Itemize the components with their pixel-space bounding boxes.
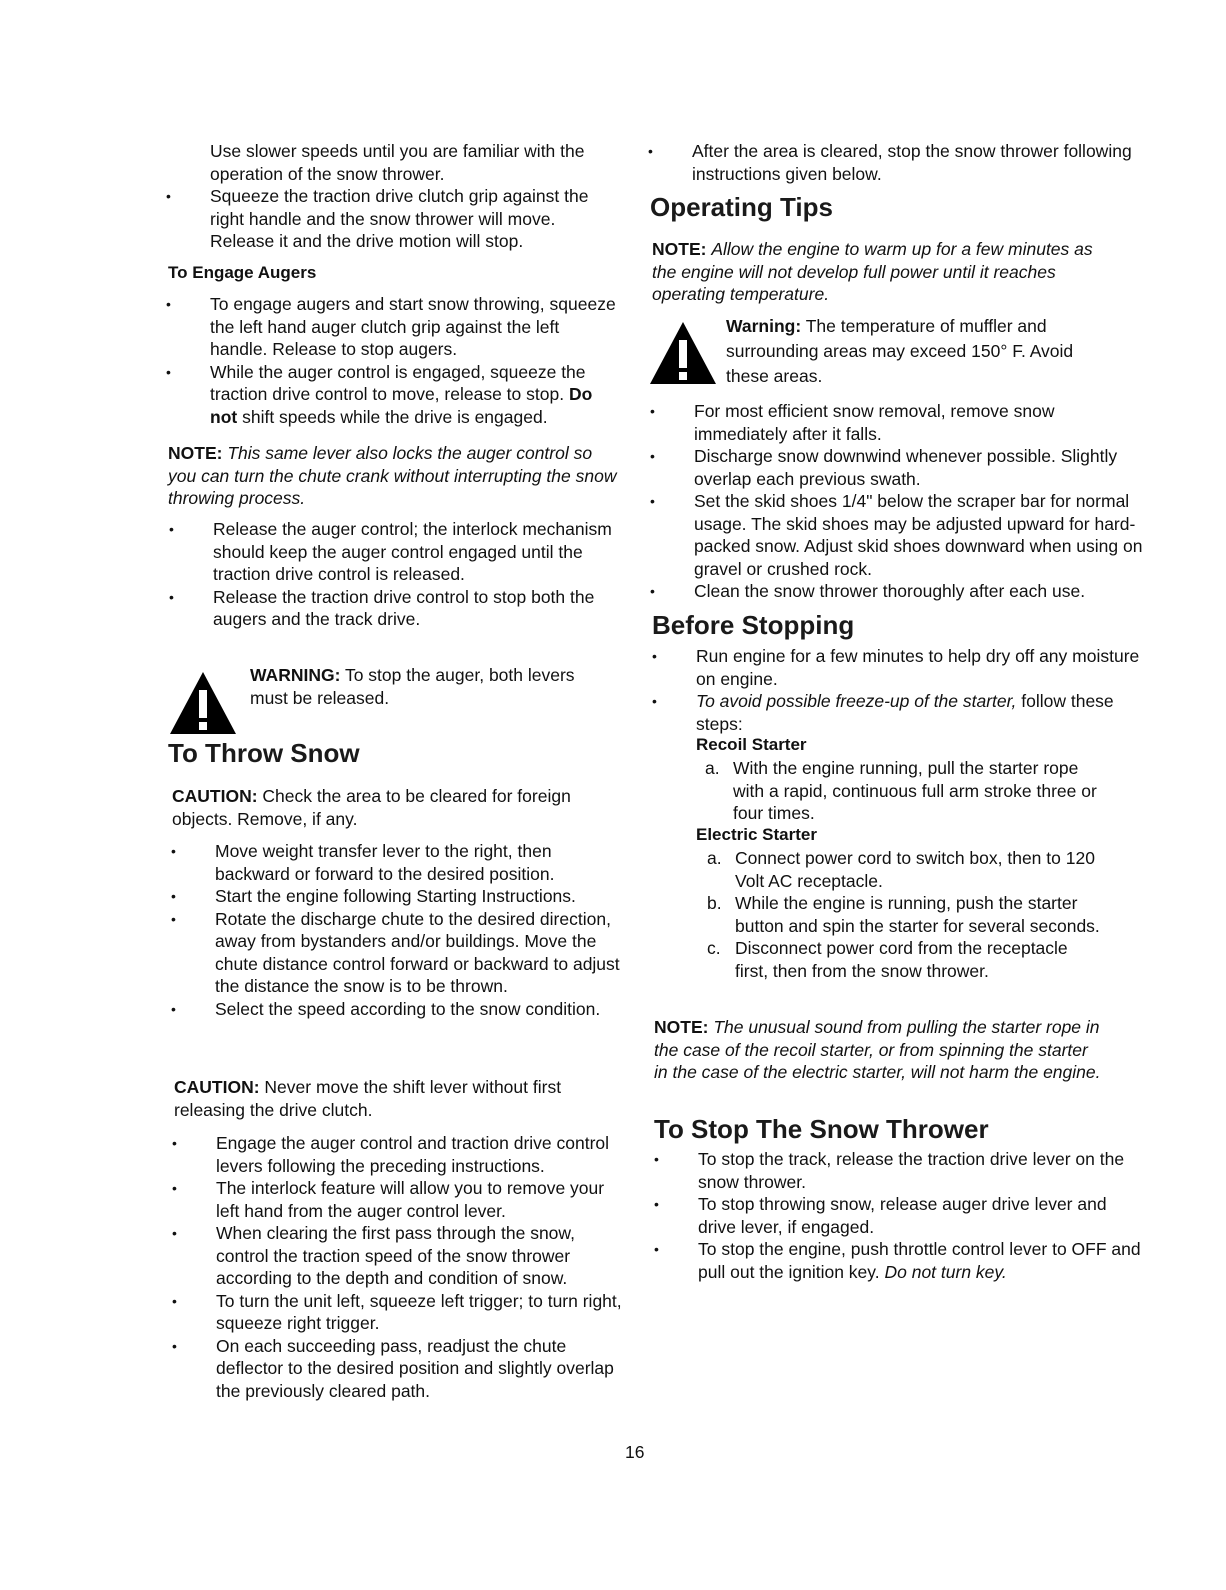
- caution-label: CAUTION:: [174, 1077, 260, 1097]
- recoil-starter-heading: Recoil Starter: [696, 735, 807, 754]
- throw-snow-list-2: [216, 1132, 626, 1402]
- list-item: • On each succeeding pass, readjust the chute deflector to the desired position and slightly overlap the previously cleared path.: [216, 1335, 626, 1403]
- list-item: • Release the auger control; the interlock mechanism should keep the auger control engaged until the traction drive control is released.: [213, 518, 623, 586]
- note-auger-lock: [168, 442, 618, 510]
- after-cleared-list: [692, 140, 1132, 185]
- step-text: While the engine is running, push the starter button and spin the starter for several seconds.: [735, 893, 1100, 936]
- list-item-tail: shift speeds while the drive is engaged.: [242, 406, 548, 427]
- note-label: NOTE:: [654, 1017, 709, 1037]
- release-bullet-list: [213, 518, 623, 631]
- list-item: [696, 690, 1146, 735]
- list-item-text: While the auger control is engaged, squeeze the traction drive control to move, release to stop.: [210, 361, 586, 404]
- before-stopping-list: [696, 645, 1146, 735]
- note-unusual-sound: [654, 1016, 1104, 1084]
- step-item: [705, 757, 1113, 825]
- step-item: [707, 892, 1105, 937]
- list-item: • After the area is cleared, stop the snow thrower following instructions given below.: [692, 140, 1132, 185]
- step-item: [707, 847, 1105, 892]
- engage-augers-list: [210, 293, 620, 428]
- stop-thrower-list: [698, 1148, 1148, 1283]
- page-number: 16: [625, 1442, 645, 1462]
- step-text: Disconnect power cord from the receptacle first, then from the snow thrower.: [735, 938, 1068, 981]
- list-item-text: To stop the engine, push throttle control lever to OFF and pull out the ignition key.: [698, 1239, 1141, 1282]
- lead-paragraph: Use slower speeds until you are familiar with the operation of the snow thrower.: [210, 141, 585, 184]
- caution-label: CAUTION:: [172, 786, 258, 806]
- operating-tips-list: [694, 400, 1144, 603]
- note-label: NOTE:: [168, 443, 223, 463]
- caution-text: Never move the shift lever without first releasing the drive clutch.: [174, 1077, 562, 1120]
- list-item: • To turn the unit left, squeeze left trigger; to turn right, squeeze right trigger.: [216, 1290, 626, 1335]
- list-item: • Run engine for a few minutes to help dry off any moisture on engine.: [696, 645, 1146, 690]
- list-item: • Set the skid shoes 1/4" below the scraper bar for normal usage. The skid shoes may be adjusted upward for hard-packed snow. Adjust skid shoes downward when using on gravel or crushed rock.: [694, 490, 1144, 580]
- warning-text: The temperature of muffler and surrounding areas may exceed 150° F. Avoid these areas.: [726, 316, 1074, 386]
- list-item: • Start the engine following Starting Instructions.: [215, 885, 625, 908]
- warning-text: To stop the auger, both levers must be released.: [250, 665, 575, 708]
- list-item-emphasis: To avoid possible freeze-up of the starter,: [696, 691, 1017, 711]
- warning-auger-stop-text: [250, 664, 610, 709]
- list-item: • Squeeze the traction drive clutch grip against the right handle and the snow thrower will move. Release it and the drive motion will stop.: [210, 185, 620, 253]
- caution-shift-lever: [174, 1076, 614, 1121]
- list-item: • When clearing the first pass through the snow, control the traction speed of the snow thrower according to the depth and condition of snow.: [216, 1222, 626, 1290]
- step-text: Connect power cord to switch box, then to 120 Volt AC receptacle.: [735, 848, 1095, 891]
- list-item: • Release the traction drive control to stop both the augers and the track drive.: [213, 586, 623, 631]
- list-item: • To stop throwing snow, release auger drive lever and drive lever, if engaged.: [698, 1193, 1148, 1238]
- list-item: • To stop the track, release the traction drive lever on the snow thrower.: [698, 1148, 1148, 1193]
- list-item: • Select the speed according to the snow condition.: [215, 998, 625, 1021]
- step-item: [707, 937, 1105, 982]
- note-text: The unusual sound from pulling the starter rope in the case of the recoil starter, or from spinning the starter in the case of the electric starter, will not harm the engine.: [654, 1017, 1101, 1082]
- step-marker: b.: [707, 893, 722, 913]
- list-item: • To engage augers and start snow throwing, squeeze the left hand auger clutch grip against the left handle. Release to stop augers.: [210, 293, 620, 361]
- list-item-tail: follow these steps:: [696, 691, 1114, 734]
- traction-bullet-list: [210, 185, 620, 253]
- note-text: Allow the engine to warm up for a few minutes as the engine will not develop full power until it reaches operating temperature.: [652, 239, 1093, 304]
- step-marker: a.: [707, 848, 722, 868]
- list-item: • Discharge snow downwind whenever possible. Slightly overlap each previous swath.: [694, 445, 1144, 490]
- throw-snow-heading: To Throw Snow: [168, 738, 360, 768]
- step-text: With the engine running, pull the starter rope with a rapid, continuous full arm stroke three or four times.: [733, 758, 1097, 823]
- step-marker: c.: [707, 938, 721, 958]
- engage-augers-heading: To Engage Augers: [168, 263, 317, 282]
- throw-snow-list-1: [215, 840, 625, 1020]
- list-item: • Clean the snow thrower thoroughly after each use.: [694, 580, 1144, 603]
- warning-triangle-icon: [168, 670, 238, 736]
- list-item-emphasis: Do not turn key.: [884, 1261, 1007, 1282]
- warning-label: Warning:: [726, 316, 802, 336]
- electric-starter-heading: Electric Starter: [696, 825, 817, 844]
- note-warm-up: [652, 238, 1102, 306]
- warning-label: WARNING:: [250, 665, 341, 685]
- warning-triangle-icon: [648, 320, 718, 386]
- list-item: • The interlock feature will allow you to remove your left hand from the auger control lever.: [216, 1177, 626, 1222]
- note-text: This same lever also locks the auger control so you can turn the chute crank without interrupting the snow throwing process.: [168, 443, 617, 508]
- list-item: • Rotate the discharge chute to the desired direction, away from bystanders and/or buildings. Move the chute distance control forward or backward to adjust the distance the snow is to be thrown.: [215, 908, 625, 998]
- list-item-emphasis: Do not: [210, 384, 593, 427]
- step-marker: a.: [705, 758, 720, 778]
- electric-steps: [707, 847, 1105, 982]
- caution-text: Check the area to be cleared for foreign objects. Remove, if any.: [172, 786, 571, 829]
- recoil-steps: [705, 757, 1113, 825]
- caution-foreign-objects: [172, 785, 612, 830]
- list-item: • Move weight transfer lever to the right, then backward or forward to the desired position.: [215, 840, 625, 885]
- note-label: NOTE:: [652, 239, 707, 259]
- list-item: [698, 1238, 1148, 1283]
- list-item: [210, 361, 620, 429]
- before-stopping-heading: Before Stopping: [652, 610, 855, 640]
- operating-tips-heading: Operating Tips: [650, 192, 833, 222]
- list-item: • For most efficient snow removal, remove snow immediately after it falls.: [694, 400, 1144, 445]
- stop-thrower-heading: To Stop The Snow Thrower: [654, 1114, 989, 1144]
- warning-muffler-text: [726, 314, 1098, 389]
- list-item: • Engage the auger control and traction drive control levers following the preceding instructions.: [216, 1132, 626, 1177]
